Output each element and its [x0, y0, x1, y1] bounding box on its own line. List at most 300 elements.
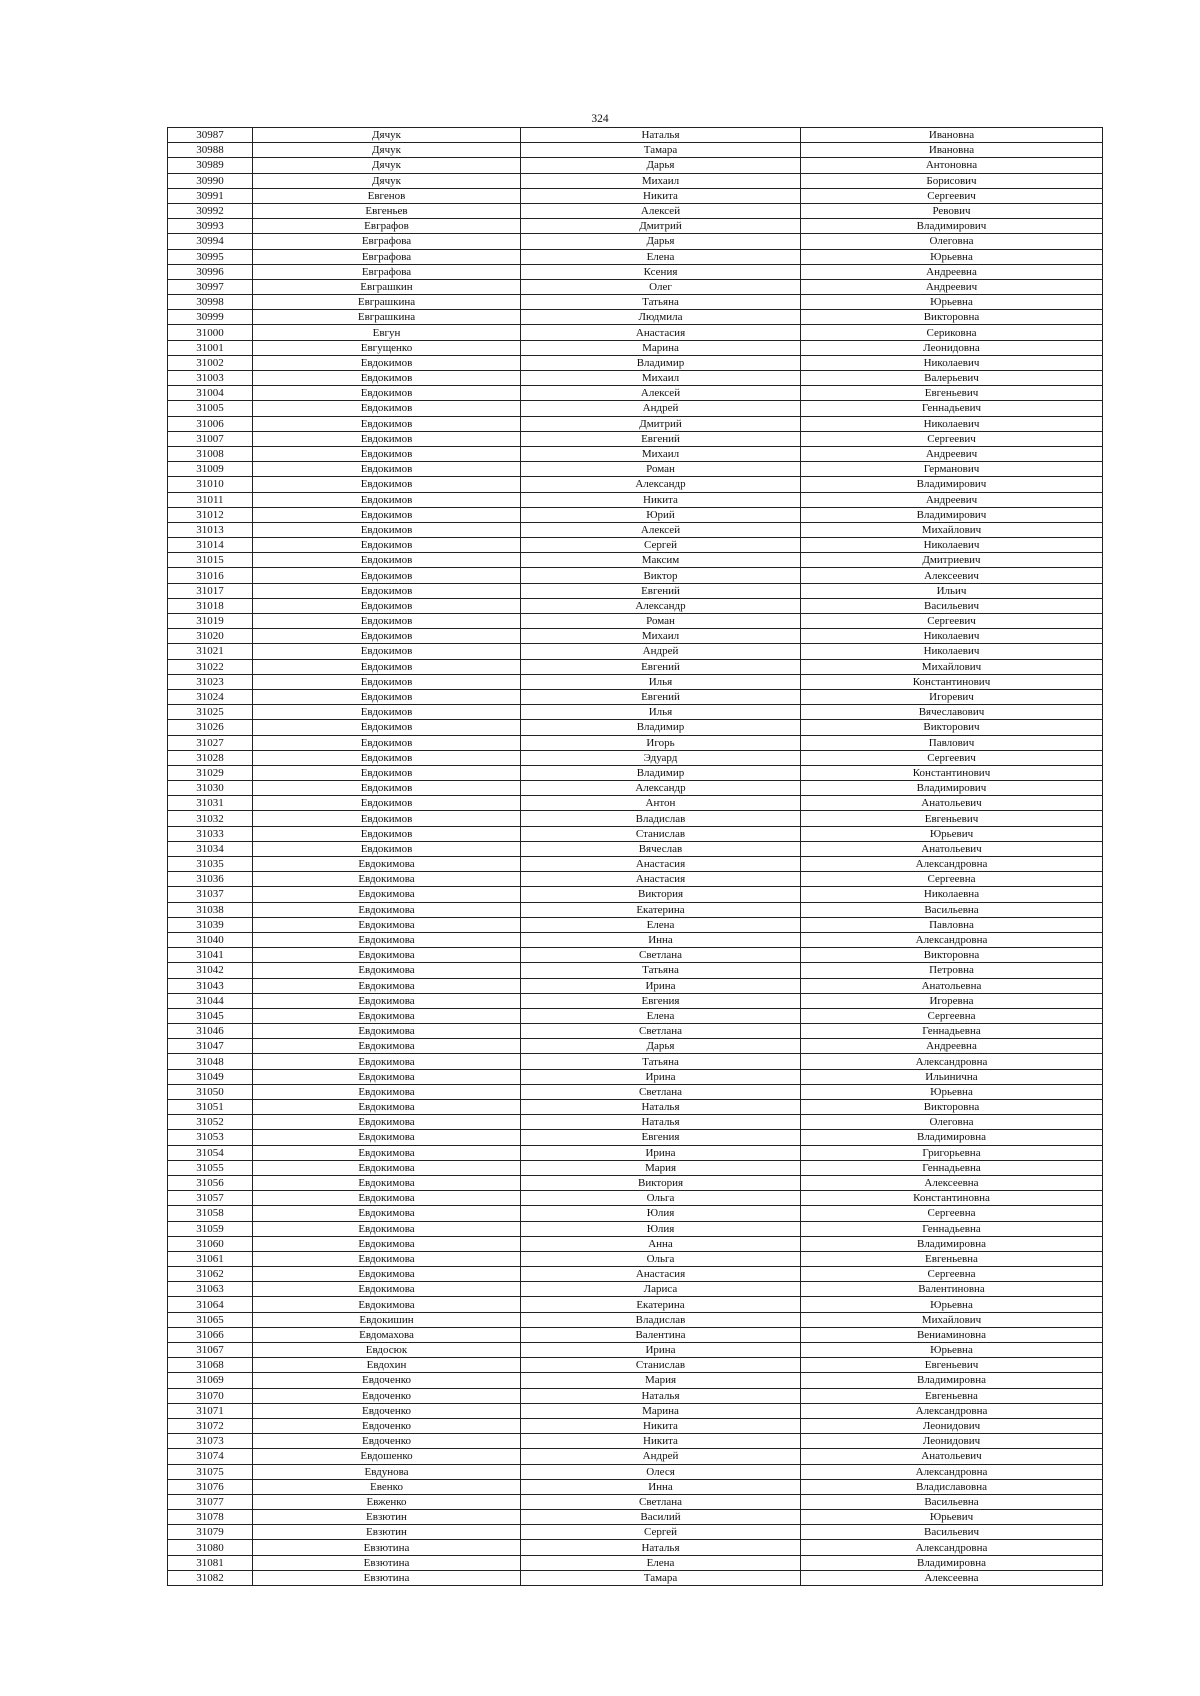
- record-number-cell: 31014: [168, 538, 253, 553]
- first-name-cell: Максим: [521, 553, 801, 568]
- last-name-cell: Евграшкин: [253, 279, 521, 294]
- last-name-cell: Евдокимова: [253, 932, 521, 947]
- table-row: [168, 826, 1103, 841]
- record-number-cell: 31030: [168, 781, 253, 796]
- first-name-cell: Александр: [521, 598, 801, 613]
- first-name-cell: Светлана: [521, 1084, 801, 1099]
- last-name-cell: Евдокимова: [253, 948, 521, 963]
- patronymic-cell: Сергеевна: [801, 1008, 1103, 1023]
- first-name-cell: Алексей: [521, 386, 801, 401]
- record-number-cell: 30994: [168, 234, 253, 249]
- patronymic-cell: Константинович: [801, 674, 1103, 689]
- patronymic-cell: Геннадьевна: [801, 1160, 1103, 1175]
- last-name-cell: Евдокимова: [253, 1160, 521, 1175]
- last-name-cell: Евдокимова: [253, 1175, 521, 1190]
- table-row: [168, 1054, 1103, 1069]
- patronymic-cell: Владимирович: [801, 507, 1103, 522]
- last-name-cell: Евдокимов: [253, 644, 521, 659]
- table-row: [168, 614, 1103, 629]
- first-name-cell: Виктор: [521, 568, 801, 583]
- record-number-cell: 31059: [168, 1221, 253, 1236]
- table-row: [168, 1221, 1103, 1236]
- last-name-cell: Евзютина: [253, 1570, 521, 1585]
- record-number-cell: 31061: [168, 1251, 253, 1266]
- first-name-cell: Владимир: [521, 355, 801, 370]
- last-name-cell: Евдокимов: [253, 689, 521, 704]
- last-name-cell: Евдокимова: [253, 1054, 521, 1069]
- first-name-cell: Олег: [521, 279, 801, 294]
- first-name-cell: Роман: [521, 462, 801, 477]
- last-name-cell: Евдокимова: [253, 963, 521, 978]
- record-number-cell: 31042: [168, 963, 253, 978]
- first-name-cell: Владислав: [521, 1312, 801, 1327]
- last-name-cell: Евдокимова: [253, 1115, 521, 1130]
- record-number-cell: 31015: [168, 553, 253, 568]
- table-row: [168, 219, 1103, 234]
- table-row: [168, 431, 1103, 446]
- record-number-cell: 31067: [168, 1343, 253, 1358]
- last-name-cell: Евдокимов: [253, 431, 521, 446]
- table-row: [168, 416, 1103, 431]
- first-name-cell: Ольга: [521, 1191, 801, 1206]
- table-row: [168, 598, 1103, 613]
- table-row: [168, 310, 1103, 325]
- table-row: [168, 1555, 1103, 1570]
- last-name-cell: Евдокимова: [253, 1206, 521, 1221]
- first-name-cell: Дарья: [521, 1039, 801, 1054]
- first-name-cell: Наталья: [521, 1388, 801, 1403]
- record-number-cell: 31000: [168, 325, 253, 340]
- record-number-cell: 31076: [168, 1479, 253, 1494]
- record-number-cell: 30995: [168, 249, 253, 264]
- last-name-cell: Евдокимов: [253, 386, 521, 401]
- first-name-cell: Лариса: [521, 1282, 801, 1297]
- first-name-cell: Андрей: [521, 1449, 801, 1464]
- first-name-cell: Владимир: [521, 720, 801, 735]
- record-number-cell: 31032: [168, 811, 253, 826]
- table-row: [168, 1510, 1103, 1525]
- patronymic-cell: Васильевич: [801, 1525, 1103, 1540]
- patronymic-cell: Сергеевна: [801, 1206, 1103, 1221]
- table-row: [168, 781, 1103, 796]
- table-row: [168, 1570, 1103, 1585]
- record-number-cell: 31004: [168, 386, 253, 401]
- record-number-cell: 31082: [168, 1570, 253, 1585]
- record-number-cell: 31071: [168, 1403, 253, 1418]
- table-row: [168, 1540, 1103, 1555]
- patronymic-cell: Анатольевна: [801, 978, 1103, 993]
- last-name-cell: Евзютина: [253, 1555, 521, 1570]
- first-name-cell: Татьяна: [521, 295, 801, 310]
- record-number-cell: 31036: [168, 872, 253, 887]
- first-name-cell: Никита: [521, 188, 801, 203]
- record-number-cell: 31070: [168, 1388, 253, 1403]
- patronymic-cell: Юрьевна: [801, 1084, 1103, 1099]
- first-name-cell: Дарья: [521, 158, 801, 173]
- record-number-cell: 31016: [168, 568, 253, 583]
- first-name-cell: Илья: [521, 674, 801, 689]
- record-number-cell: 30990: [168, 173, 253, 188]
- first-name-cell: Юлия: [521, 1206, 801, 1221]
- first-name-cell: Елена: [521, 1008, 801, 1023]
- last-name-cell: Евдокимов: [253, 446, 521, 461]
- last-name-cell: Евдокимов: [253, 841, 521, 856]
- record-number-cell: 31045: [168, 1008, 253, 1023]
- patronymic-cell: Анатольевич: [801, 796, 1103, 811]
- patronymic-cell: Викторовна: [801, 1100, 1103, 1115]
- last-name-cell: Евдоченко: [253, 1388, 521, 1403]
- patronymic-cell: Сергеевич: [801, 614, 1103, 629]
- patronymic-cell: Ивановна: [801, 143, 1103, 158]
- first-name-cell: Антон: [521, 796, 801, 811]
- record-number-cell: 31028: [168, 750, 253, 765]
- last-name-cell: Евженко: [253, 1494, 521, 1509]
- first-name-cell: Никита: [521, 1434, 801, 1449]
- patronymic-cell: Валерьевич: [801, 371, 1103, 386]
- last-name-cell: Евдокимов: [253, 735, 521, 750]
- last-name-cell: Евдокимова: [253, 902, 521, 917]
- record-number-cell: 31049: [168, 1069, 253, 1084]
- patronymic-cell: Дмитриевич: [801, 553, 1103, 568]
- last-name-cell: Евдокимов: [253, 796, 521, 811]
- table-row: [168, 1525, 1103, 1540]
- last-name-cell: Евдокимов: [253, 614, 521, 629]
- patronymic-cell: Алексеевич: [801, 568, 1103, 583]
- patronymic-cell: Сергеевич: [801, 188, 1103, 203]
- table-row: [168, 507, 1103, 522]
- last-name-cell: Евдосюк: [253, 1343, 521, 1358]
- last-name-cell: Евдокимов: [253, 553, 521, 568]
- patronymic-cell: Сериковна: [801, 325, 1103, 340]
- last-name-cell: Евдунова: [253, 1464, 521, 1479]
- patronymic-cell: Анатольевич: [801, 841, 1103, 856]
- patronymic-cell: Николаевич: [801, 355, 1103, 370]
- table-row: [168, 917, 1103, 932]
- record-number-cell: 31072: [168, 1418, 253, 1433]
- record-number-cell: 31006: [168, 416, 253, 431]
- table-row: [168, 1418, 1103, 1433]
- first-name-cell: Мария: [521, 1373, 801, 1388]
- last-name-cell: Евдохин: [253, 1358, 521, 1373]
- table-row: [168, 1039, 1103, 1054]
- last-name-cell: Евдокимов: [253, 538, 521, 553]
- first-name-cell: Михаил: [521, 371, 801, 386]
- record-number-cell: 31039: [168, 917, 253, 932]
- last-name-cell: Евдокимова: [253, 1282, 521, 1297]
- patronymic-cell: Михайлович: [801, 659, 1103, 674]
- first-name-cell: Михаил: [521, 629, 801, 644]
- table-row: [168, 1100, 1103, 1115]
- first-name-cell: Юлия: [521, 1221, 801, 1236]
- first-name-cell: Олеся: [521, 1464, 801, 1479]
- record-number-cell: 31012: [168, 507, 253, 522]
- first-name-cell: Евгения: [521, 1130, 801, 1145]
- patronymic-cell: Геннадьевич: [801, 401, 1103, 416]
- patronymic-cell: Александровна: [801, 932, 1103, 947]
- last-name-cell: Евдокимова: [253, 917, 521, 932]
- patronymic-cell: Константинович: [801, 765, 1103, 780]
- table-row: [168, 295, 1103, 310]
- first-name-cell: Сергей: [521, 1525, 801, 1540]
- record-number-cell: 31055: [168, 1160, 253, 1175]
- table-row: [168, 1069, 1103, 1084]
- patronymic-cell: Антоновна: [801, 158, 1103, 173]
- patronymic-cell: Игоревич: [801, 689, 1103, 704]
- record-number-cell: 31040: [168, 932, 253, 947]
- first-name-cell: Татьяна: [521, 1054, 801, 1069]
- table-row: [168, 158, 1103, 173]
- patronymic-cell: Сергеевич: [801, 431, 1103, 446]
- last-name-cell: Дячук: [253, 173, 521, 188]
- last-name-cell: Евдоченко: [253, 1403, 521, 1418]
- table-row: [168, 234, 1103, 249]
- patronymic-cell: Владиславовна: [801, 1479, 1103, 1494]
- table-row: [168, 325, 1103, 340]
- last-name-cell: Евдокимов: [253, 583, 521, 598]
- patronymic-cell: Андреевна: [801, 1039, 1103, 1054]
- last-name-cell: Евдокимова: [253, 1069, 521, 1084]
- table-row: [168, 705, 1103, 720]
- record-number-cell: 31063: [168, 1282, 253, 1297]
- last-name-cell: Евдокимов: [253, 401, 521, 416]
- patronymic-cell: Леонидович: [801, 1418, 1103, 1433]
- record-number-cell: 31078: [168, 1510, 253, 1525]
- names-table-body: [168, 128, 1103, 1586]
- table-row: [168, 1206, 1103, 1221]
- first-name-cell: Анастасия: [521, 872, 801, 887]
- table-row: [168, 887, 1103, 902]
- first-name-cell: Светлана: [521, 1024, 801, 1039]
- patronymic-cell: Владимирович: [801, 477, 1103, 492]
- patronymic-cell: Викторович: [801, 720, 1103, 735]
- record-number-cell: 31073: [168, 1434, 253, 1449]
- last-name-cell: Евдокимов: [253, 492, 521, 507]
- patronymic-cell: Евгеньевна: [801, 1251, 1103, 1266]
- patronymic-cell: Викторовна: [801, 948, 1103, 963]
- table-row: [168, 1160, 1103, 1175]
- first-name-cell: Светлана: [521, 1494, 801, 1509]
- record-number-cell: 31017: [168, 583, 253, 598]
- table-row: [168, 1388, 1103, 1403]
- patronymic-cell: Алексеевна: [801, 1570, 1103, 1585]
- first-name-cell: Евгений: [521, 689, 801, 704]
- table-row: [168, 1282, 1103, 1297]
- first-name-cell: Татьяна: [521, 963, 801, 978]
- record-number-cell: 31034: [168, 841, 253, 856]
- table-row: [168, 1312, 1103, 1327]
- last-name-cell: Евдокимов: [253, 765, 521, 780]
- record-number-cell: 31074: [168, 1449, 253, 1464]
- record-number-cell: 31021: [168, 644, 253, 659]
- first-name-cell: Валентина: [521, 1327, 801, 1342]
- patronymic-cell: Михайлович: [801, 522, 1103, 537]
- table-row: [168, 674, 1103, 689]
- last-name-cell: Евграфова: [253, 264, 521, 279]
- patronymic-cell: Борисович: [801, 173, 1103, 188]
- first-name-cell: Виктория: [521, 887, 801, 902]
- first-name-cell: Наталья: [521, 1100, 801, 1115]
- last-name-cell: Евгун: [253, 325, 521, 340]
- patronymic-cell: Сергеевна: [801, 1267, 1103, 1282]
- first-name-cell: Евгений: [521, 583, 801, 598]
- first-name-cell: Дарья: [521, 234, 801, 249]
- record-number-cell: 31029: [168, 765, 253, 780]
- record-number-cell: 31056: [168, 1175, 253, 1190]
- first-name-cell: Игорь: [521, 735, 801, 750]
- table-row: [168, 128, 1103, 143]
- table-row: [168, 963, 1103, 978]
- first-name-cell: Дмитрий: [521, 416, 801, 431]
- last-name-cell: Евграфова: [253, 249, 521, 264]
- first-name-cell: Елена: [521, 1555, 801, 1570]
- table-row: [168, 765, 1103, 780]
- first-name-cell: Андрей: [521, 644, 801, 659]
- patronymic-cell: Васильевна: [801, 1494, 1103, 1509]
- table-row: [168, 1115, 1103, 1130]
- last-name-cell: Евдокимов: [253, 811, 521, 826]
- record-number-cell: 31007: [168, 431, 253, 446]
- patronymic-cell: Евгеньевна: [801, 1388, 1103, 1403]
- record-number-cell: 31044: [168, 993, 253, 1008]
- patronymic-cell: Андреевна: [801, 264, 1103, 279]
- first-name-cell: Станислав: [521, 1358, 801, 1373]
- first-name-cell: Андрей: [521, 401, 801, 416]
- table-row: [168, 1236, 1103, 1251]
- table-row: [168, 1175, 1103, 1190]
- patronymic-cell: Игоревна: [801, 993, 1103, 1008]
- last-name-cell: Евдокимов: [253, 568, 521, 583]
- record-number-cell: 31043: [168, 978, 253, 993]
- last-name-cell: Евдокимов: [253, 781, 521, 796]
- first-name-cell: Евгений: [521, 431, 801, 446]
- last-name-cell: Дячук: [253, 143, 521, 158]
- record-number-cell: 31052: [168, 1115, 253, 1130]
- table-row: [168, 386, 1103, 401]
- patronymic-cell: Геннадьевна: [801, 1221, 1103, 1236]
- patronymic-cell: Евгеньевич: [801, 386, 1103, 401]
- record-number-cell: 31047: [168, 1039, 253, 1054]
- last-name-cell: Евдокишин: [253, 1312, 521, 1327]
- table-row: [168, 644, 1103, 659]
- table-row: [168, 1297, 1103, 1312]
- record-number-cell: 31046: [168, 1024, 253, 1039]
- last-name-cell: Евдокимов: [253, 371, 521, 386]
- first-name-cell: Ирина: [521, 1069, 801, 1084]
- first-name-cell: Юрий: [521, 507, 801, 522]
- patronymic-cell: Николаевич: [801, 629, 1103, 644]
- table-row: [168, 1403, 1103, 1418]
- patronymic-cell: Валентиновна: [801, 1282, 1103, 1297]
- first-name-cell: Ирина: [521, 1343, 801, 1358]
- first-name-cell: Наталья: [521, 1115, 801, 1130]
- last-name-cell: Евгеньев: [253, 203, 521, 218]
- last-name-cell: Евдокимова: [253, 1297, 521, 1312]
- last-name-cell: Евдокимова: [253, 1024, 521, 1039]
- first-name-cell: Екатерина: [521, 902, 801, 917]
- first-name-cell: Анастасия: [521, 1267, 801, 1282]
- first-name-cell: Алексей: [521, 203, 801, 218]
- record-number-cell: 31037: [168, 887, 253, 902]
- table-row: [168, 796, 1103, 811]
- last-name-cell: Евгенов: [253, 188, 521, 203]
- table-row: [168, 1494, 1103, 1509]
- patronymic-cell: Николаевич: [801, 416, 1103, 431]
- last-name-cell: Евдоченко: [253, 1418, 521, 1433]
- table-row: [168, 1251, 1103, 1266]
- first-name-cell: Михаил: [521, 446, 801, 461]
- table-row: [168, 1479, 1103, 1494]
- first-name-cell: Михаил: [521, 173, 801, 188]
- table-row: [168, 1464, 1103, 1479]
- last-name-cell: Евграшкина: [253, 295, 521, 310]
- first-name-cell: Инна: [521, 1479, 801, 1494]
- names-table: [167, 127, 1103, 1586]
- table-row: [168, 477, 1103, 492]
- table-row: [168, 1343, 1103, 1358]
- patronymic-cell: Васильевич: [801, 598, 1103, 613]
- patronymic-cell: Германович: [801, 462, 1103, 477]
- record-number-cell: 31003: [168, 371, 253, 386]
- first-name-cell: Анастасия: [521, 325, 801, 340]
- record-number-cell: 31053: [168, 1130, 253, 1145]
- first-name-cell: Ксения: [521, 264, 801, 279]
- last-name-cell: Евдокимова: [253, 887, 521, 902]
- last-name-cell: Евдокимова: [253, 1267, 521, 1282]
- record-number-cell: 30993: [168, 219, 253, 234]
- record-number-cell: 31035: [168, 857, 253, 872]
- table-row: [168, 279, 1103, 294]
- first-name-cell: Ирина: [521, 1145, 801, 1160]
- record-number-cell: 31001: [168, 340, 253, 355]
- table-row: [168, 720, 1103, 735]
- last-name-cell: Евдокимов: [253, 507, 521, 522]
- patronymic-cell: Андреевич: [801, 446, 1103, 461]
- record-number-cell: 31002: [168, 355, 253, 370]
- record-number-cell: 31041: [168, 948, 253, 963]
- first-name-cell: Мария: [521, 1160, 801, 1175]
- patronymic-cell: Ильич: [801, 583, 1103, 598]
- first-name-cell: Станислав: [521, 826, 801, 841]
- record-number-cell: 30991: [168, 188, 253, 203]
- record-number-cell: 31027: [168, 735, 253, 750]
- record-number-cell: 30992: [168, 203, 253, 218]
- first-name-cell: Людмила: [521, 310, 801, 325]
- record-number-cell: 30998: [168, 295, 253, 310]
- patronymic-cell: Петровна: [801, 963, 1103, 978]
- last-name-cell: Дячук: [253, 158, 521, 173]
- record-number-cell: 31008: [168, 446, 253, 461]
- record-number-cell: 31080: [168, 1540, 253, 1555]
- patronymic-cell: Викторовна: [801, 310, 1103, 325]
- record-number-cell: 31065: [168, 1312, 253, 1327]
- last-name-cell: Евдоченко: [253, 1373, 521, 1388]
- first-name-cell: Светлана: [521, 948, 801, 963]
- last-name-cell: Евдокимов: [253, 720, 521, 735]
- patronymic-cell: Владимировна: [801, 1130, 1103, 1145]
- patronymic-cell: Евгеньевич: [801, 811, 1103, 826]
- table-row: [168, 355, 1103, 370]
- record-number-cell: 30999: [168, 310, 253, 325]
- table-row: [168, 173, 1103, 188]
- last-name-cell: Евгущенко: [253, 340, 521, 355]
- last-name-cell: Евграшкина: [253, 310, 521, 325]
- patronymic-cell: Александровна: [801, 1464, 1103, 1479]
- record-number-cell: 31069: [168, 1373, 253, 1388]
- record-number-cell: 30989: [168, 158, 253, 173]
- table-row: [168, 659, 1103, 674]
- last-name-cell: Евдокимов: [253, 462, 521, 477]
- table-row: [168, 203, 1103, 218]
